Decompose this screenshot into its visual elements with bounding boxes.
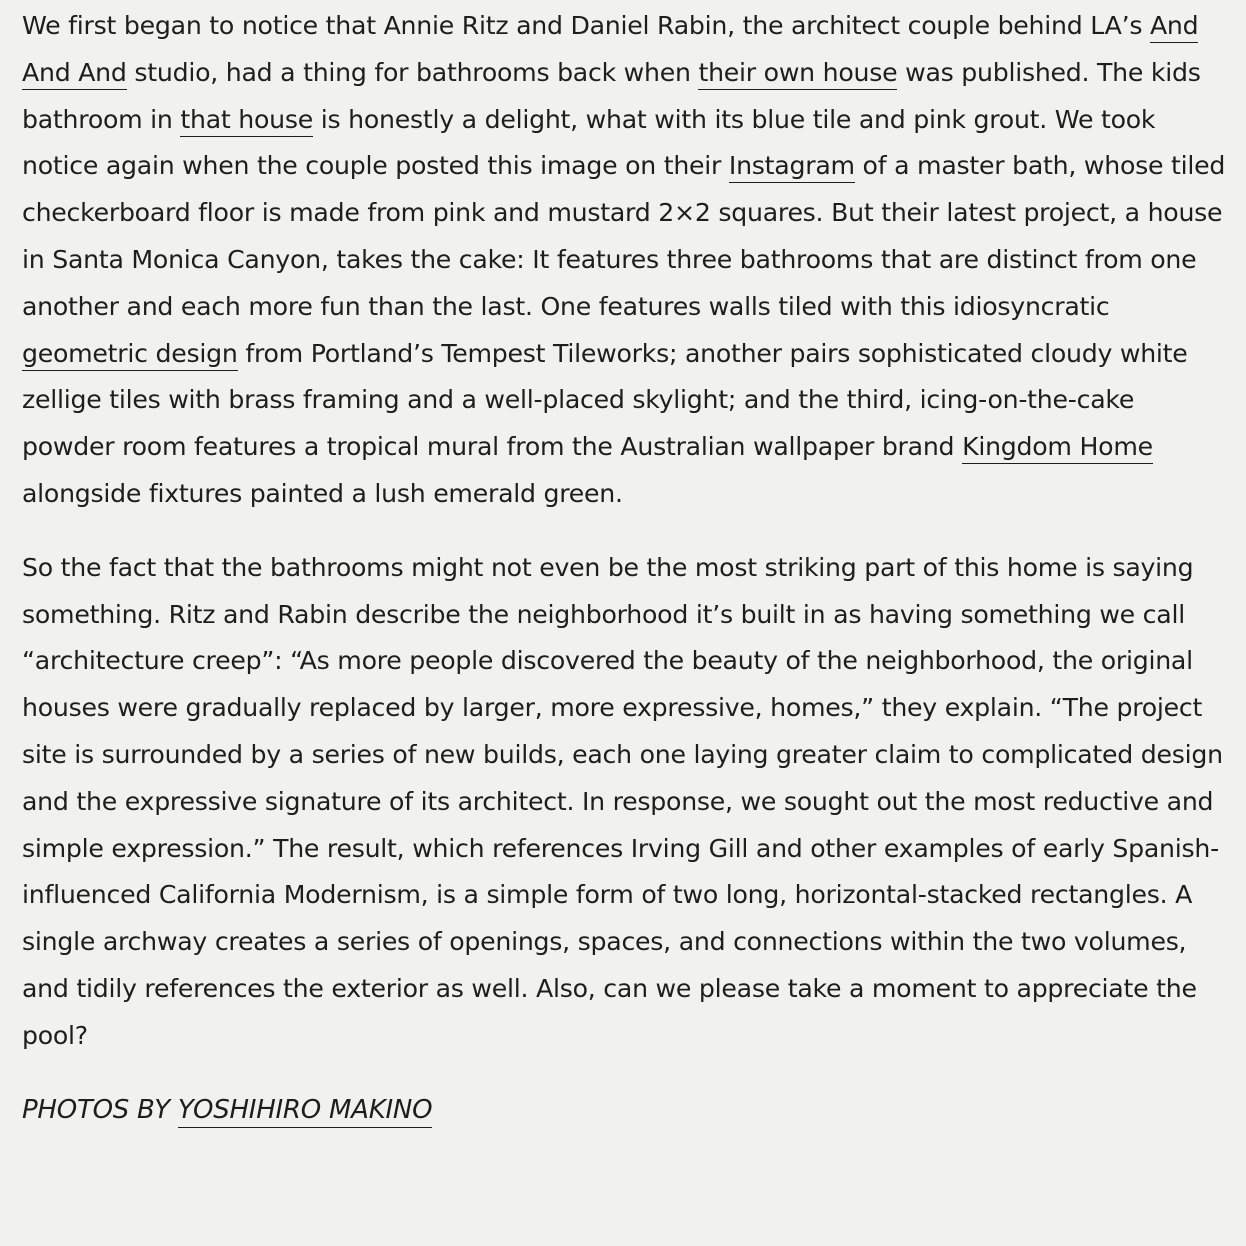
article-paragraph-1 <box>22 3 1227 518</box>
link-photographer[interactable]: YOSHIHIRO MAKINO <box>178 1095 432 1128</box>
link-that-house[interactable]: that house <box>180 105 313 137</box>
link-instagram[interactable]: Instagram <box>729 151 855 183</box>
photo-credit <box>22 1087 1227 1133</box>
article-body <box>22 3 1227 1133</box>
paragraph-text: alongside fixtures painted a lush emerald green. <box>22 478 623 508</box>
paragraph-text: from Portland’s Tempest Tileworks; another pairs sophisticated cloudy white zellige tiles with brass framing and a well-placed skylight; and the third, icing-on-the-cake powder room features a tropical mural from the Australian wallpaper brand <box>22 338 1188 462</box>
paragraph-text: We first began to notice that Annie Ritz and Daniel Rabin, the architect couple behind LA’s <box>22 11 1150 40</box>
paragraph-text: is honestly a delight, what with its blue tile and pink grout. We took notice again when the couple posted this image on their <box>22 104 1156 181</box>
paragraph-text: of a master bath, whose tiled checkerboard floor is made from pink and mustard 2×2 squares. But their latest project, a house in Santa Monica Canyon, takes the cake: It features three bathrooms that are distinct from one another and each more fun than the last. One features walls tiled with this idiosyncratic <box>22 151 1226 321</box>
link-their-own-house[interactable]: their own house <box>698 58 897 90</box>
paragraph-text: studio, had a thing for bathrooms back when <box>126 57 699 87</box>
credit-prefix: PHOTOS BY <box>22 1094 178 1125</box>
paragraph-text: was published. The kids bathroom in <box>22 57 1201 134</box>
link-geometric-design[interactable]: geometric design <box>22 339 238 371</box>
link-and-and-and[interactable]: And And And <box>22 11 1198 90</box>
link-kingdom-home[interactable]: Kingdom Home <box>962 432 1153 464</box>
article-paragraph-2: So the fact that the bathrooms might not even be the most striking part of this home is saying something. Ritz and Rabin describe the neighborhood it’s built in as having something we call “architecture creep”: “As more people discovered the beauty of the neighborhood, the original houses were gradually replaced by larger, more expressive, homes,” they explain. “The project site is surrounded by a series of new builds, each one laying greater claim to complicated design and the expressive signature of its architect. In response, we sought out the most reductive and simple expression.” The result, which references Irving Gill and other examples of early Spanish-influenced California Modernism, is a simple form of two long, horizontal-stacked rectangles. A single archway creates a series of openings, spaces, and connections within the two volumes, and tidily references the exterior as well. Also, can we please take a moment to appreciate the pool? <box>22 552 1223 1050</box>
